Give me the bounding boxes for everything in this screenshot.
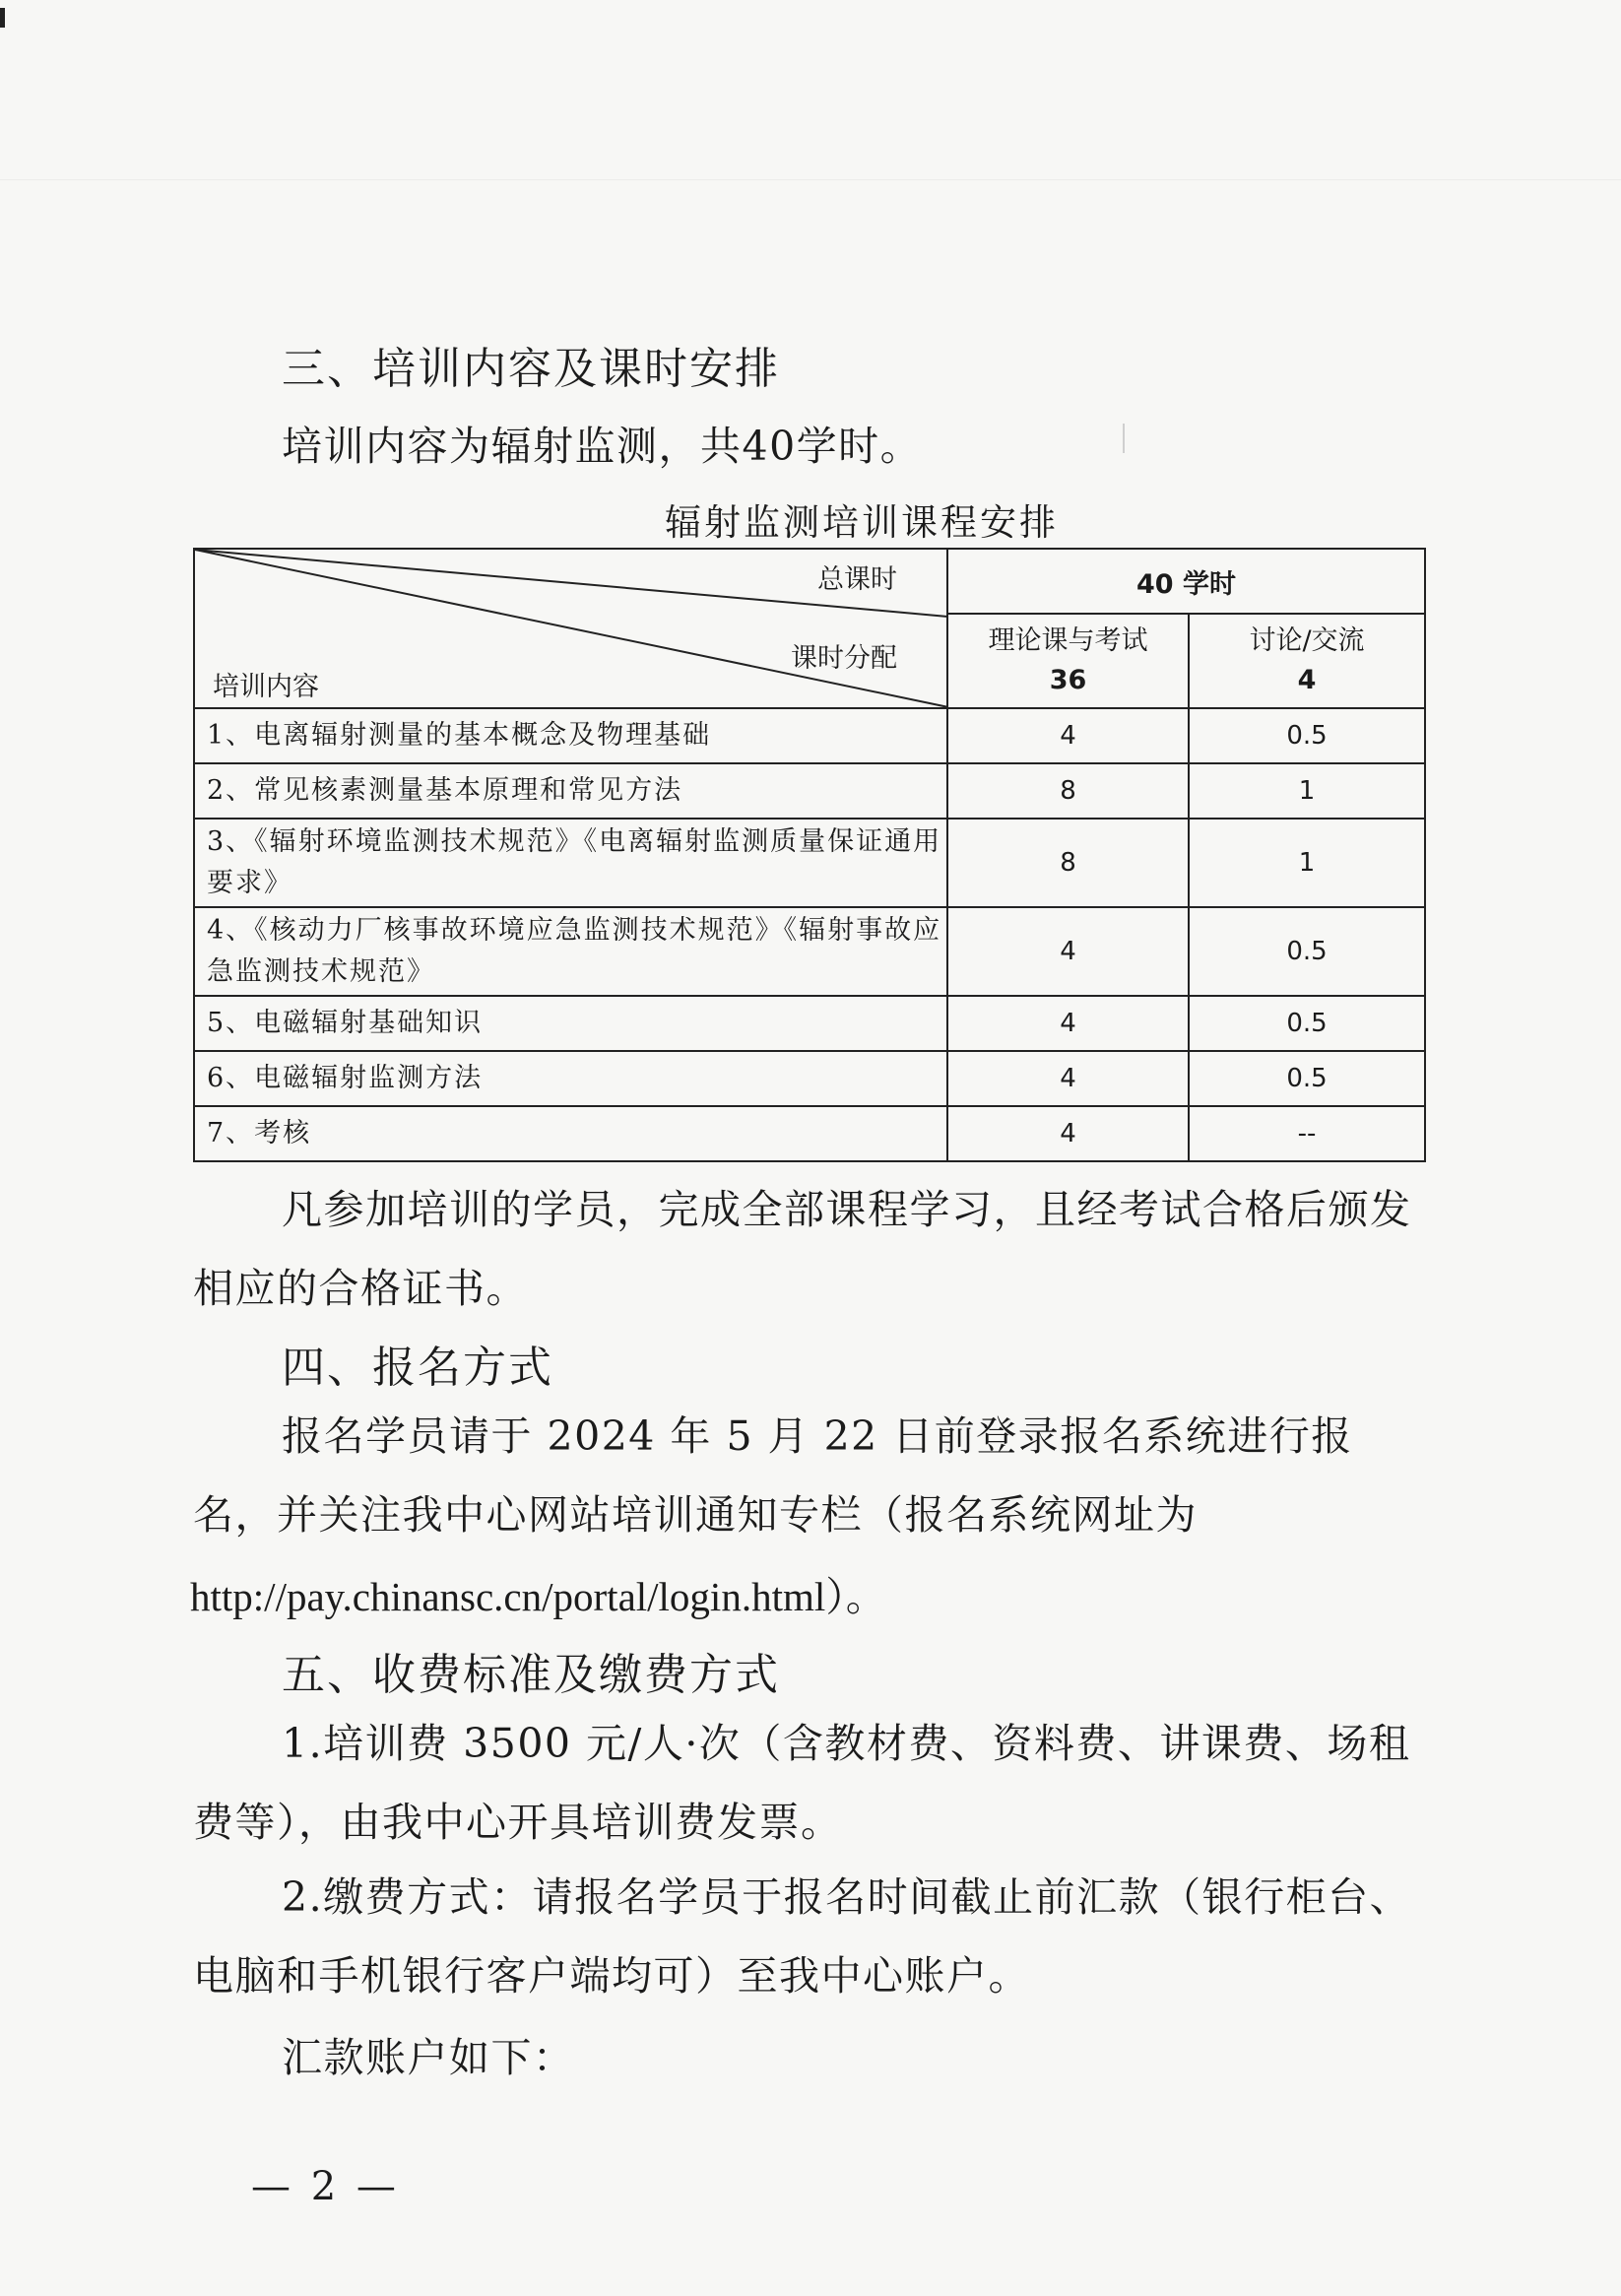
certificate-note bbox=[193, 1170, 1424, 1328]
row-theory: 8 bbox=[947, 819, 1189, 907]
row-content: 6、电磁辐射监测方法 bbox=[194, 1051, 947, 1106]
theory-label: 理论课与考试 bbox=[988, 625, 1148, 656]
total-hours-value: 40 学时 bbox=[947, 549, 1425, 614]
row-discussion: 1 bbox=[1189, 819, 1425, 907]
scan-speck bbox=[1123, 424, 1125, 453]
row-content: 7、考核 bbox=[194, 1106, 947, 1161]
section-4-heading: 四、报名方式 bbox=[282, 1343, 553, 1393]
table-row bbox=[194, 907, 1425, 996]
table-row bbox=[194, 1106, 1425, 1161]
fee-text: 1.培训费 3500 元/人·次（含教材费、资料费、讲课费、场租费等），由我中心开具培训费发票。 bbox=[193, 1720, 1411, 1846]
table-row bbox=[194, 763, 1425, 819]
theory-hours: 36 bbox=[1049, 665, 1087, 695]
certificate-note-text: 凡参加培训的学员，完成全部课程学习，且经考试合格后颁发相应的合格证书。 bbox=[193, 1186, 1412, 1312]
row-discussion: 0.5 bbox=[1189, 708, 1425, 763]
discussion-label: 讨论/交流 bbox=[1249, 625, 1365, 656]
section-5-heading: 五、收费标准及缴费方式 bbox=[282, 1650, 780, 1700]
discussion-hours: 4 bbox=[1297, 665, 1317, 695]
row-content: 5、电磁辐射基础知识 bbox=[194, 996, 947, 1051]
discussion-header bbox=[1189, 614, 1425, 708]
table-title: 辐射监测培训课程安排 bbox=[665, 501, 1059, 544]
scan-mark bbox=[0, 8, 5, 28]
row-theory: 4 bbox=[947, 907, 1189, 996]
row-theory: 8 bbox=[947, 763, 1189, 819]
row-discussion: 0.5 bbox=[1189, 996, 1425, 1051]
row-discussion: -- bbox=[1189, 1106, 1425, 1161]
row-discussion: 0.5 bbox=[1189, 1051, 1425, 1106]
account-intro: 汇款账户如下： bbox=[282, 2034, 575, 2081]
row-content: 2、常见核素测量基本原理和常见方法 bbox=[194, 763, 947, 819]
theory-header bbox=[947, 614, 1189, 708]
row-discussion: 0.5 bbox=[1189, 907, 1425, 996]
table-row bbox=[194, 819, 1425, 907]
row-theory: 4 bbox=[947, 996, 1189, 1051]
row-discussion: 1 bbox=[1189, 763, 1425, 819]
table-row bbox=[194, 1051, 1425, 1106]
payment-text: 2.缴费方式：请报名学员于报名时间截止前汇款（银行柜台、电脑和手机银行客户端均可）至我中心账户。 bbox=[193, 1873, 1412, 2000]
section-3-intro: 培训内容为辐射监测，共40学时。 bbox=[282, 423, 923, 470]
total-hours-label: 总课时 bbox=[817, 564, 897, 595]
table-header-row bbox=[194, 549, 1425, 614]
row-content: 4、《核动力厂核事故环境应急监测技术规范》《辐射事故应急监测技术规范》 bbox=[194, 907, 947, 996]
section-4-body bbox=[193, 1397, 1424, 1554]
section-3-heading: 三、培训内容及课时安排 bbox=[282, 344, 780, 394]
table-row bbox=[194, 708, 1425, 763]
training-content-label: 培训内容 bbox=[213, 672, 319, 702]
scan-line bbox=[0, 179, 1621, 180]
table-row bbox=[194, 996, 1425, 1051]
diagonal-header-cell bbox=[194, 549, 947, 708]
registration-url: http://pay.chinansc.cn/portal/login.html）。 bbox=[190, 1574, 886, 1619]
row-theory: 4 bbox=[947, 1106, 1189, 1161]
registration-instructions: 报名学员请于 2024 年 5 月 22 日前登录报名系统进行报名，并关注我中心网站培训通知专栏（报名系统网址为 bbox=[193, 1412, 1353, 1539]
row-theory: 4 bbox=[947, 1051, 1189, 1106]
fee-paragraph bbox=[193, 1704, 1424, 1862]
payment-paragraph bbox=[193, 1858, 1424, 2015]
row-content: 3、《辐射环境监测技术规范》《电离辐射监测质量保证通用要求》 bbox=[194, 819, 947, 907]
hour-allocation-label: 课时分配 bbox=[791, 643, 897, 674]
row-content: 1、电离辐射测量的基本概念及物理基础 bbox=[194, 708, 947, 763]
page-number: — 2 — bbox=[251, 2164, 400, 2209]
course-schedule-table bbox=[193, 548, 1426, 1162]
row-theory: 4 bbox=[947, 708, 1189, 763]
